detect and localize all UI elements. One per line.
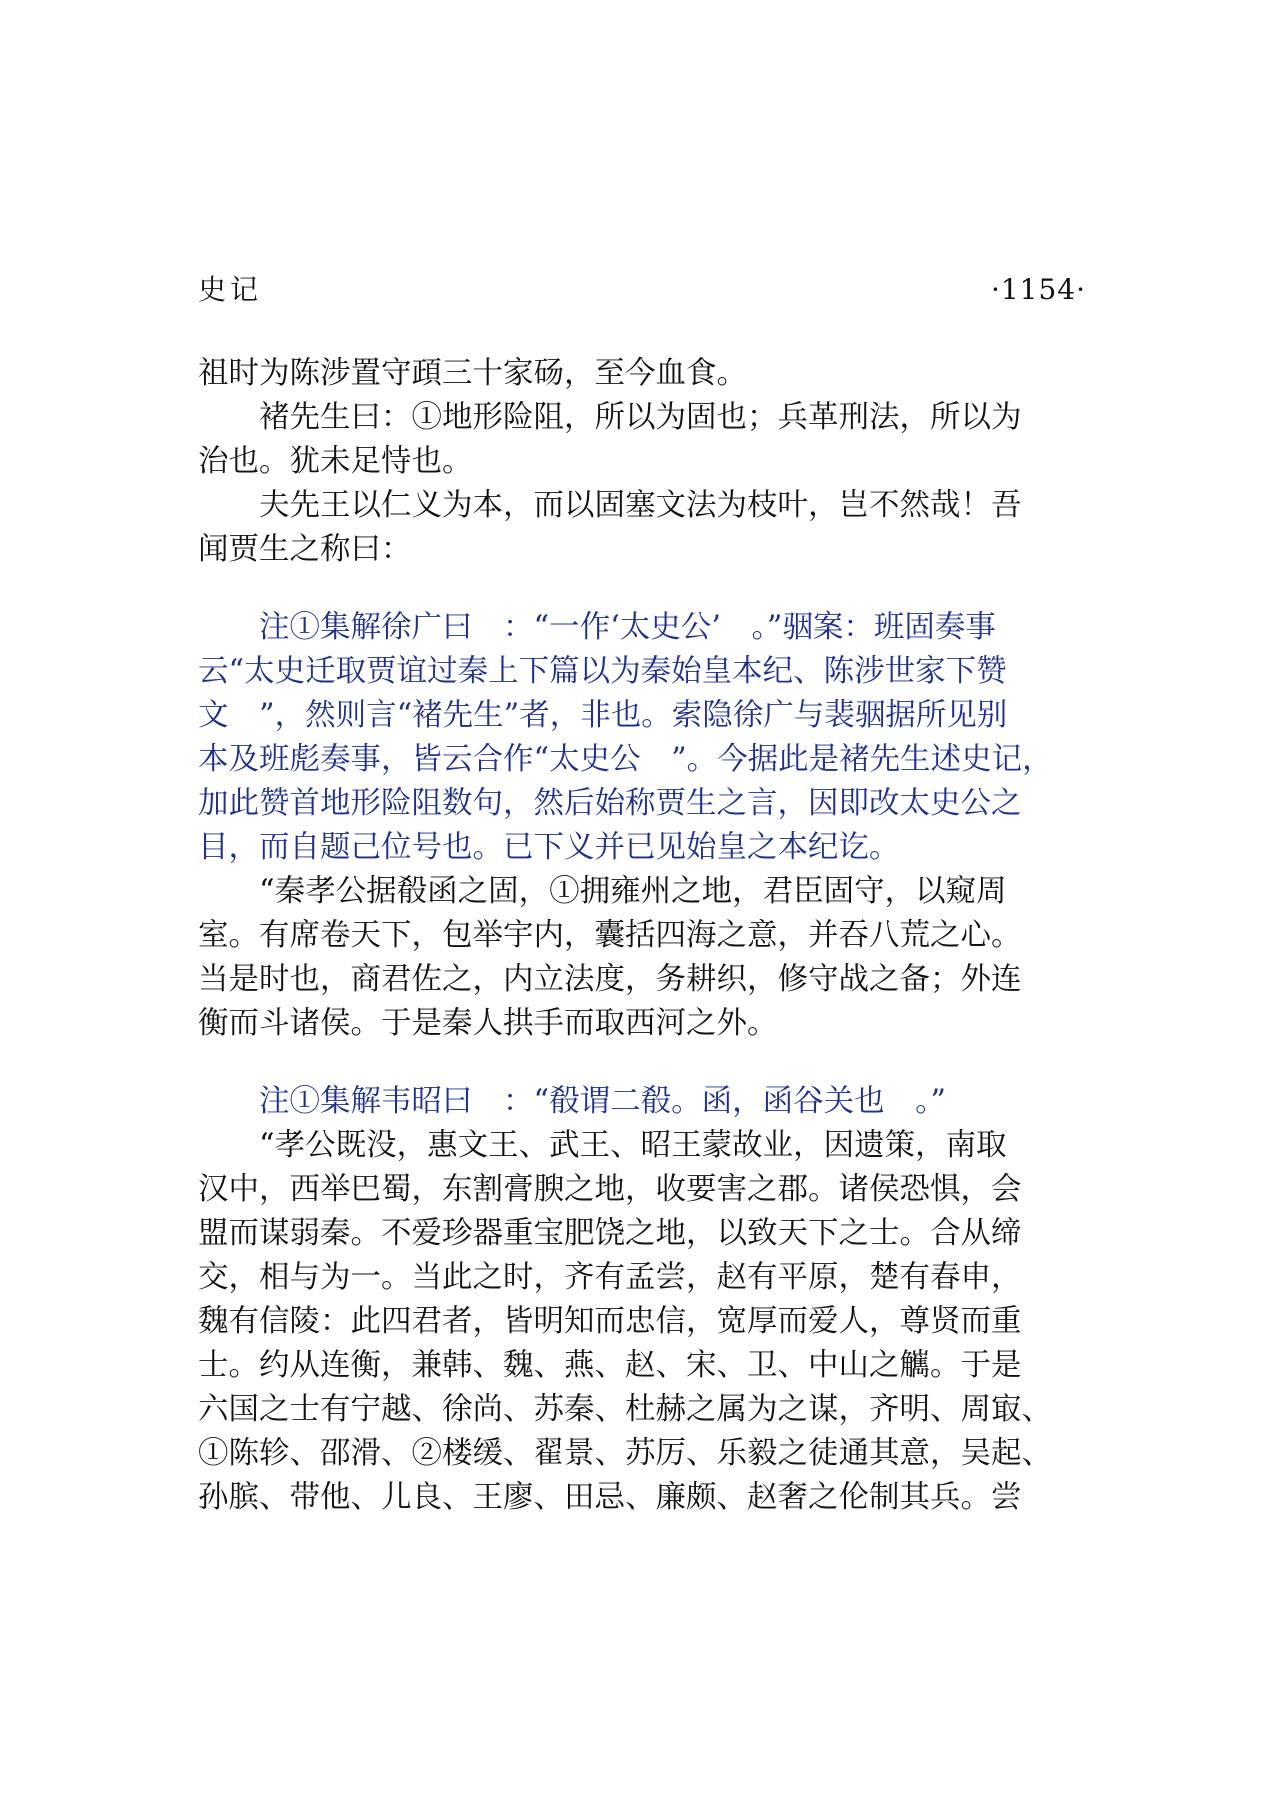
book-title: 史记 bbox=[198, 273, 263, 306]
annotation-block bbox=[198, 606, 1098, 1046]
text-line: 闻贾生之称曰： bbox=[198, 532, 412, 567]
text-line: 孙膑、带他、儿良、王廖、田忌、廉颇、赵奢之伦制其兵。尝 bbox=[198, 1480, 1022, 1515]
text-line: 衡而斗诸侯。于是秦人拱手而取西河之外。 bbox=[198, 1006, 778, 1041]
text-line: 汉中，西举巴蜀，东割膏腴之地，收要害之郡。诸侯恐惧，会 bbox=[198, 1172, 1022, 1207]
main-text-opening bbox=[198, 352, 1098, 572]
text-line: “秦孝公据殽函之固，①拥雍州之地，君臣固守，以窥周 bbox=[198, 874, 1007, 909]
text-line: 当是时也，商君佐之，内立法度，务耕织，修守战之备；外连 bbox=[198, 962, 1022, 997]
annotation-line: 注①集解韦昭曰 ：“殽谓二殽。函，函谷关也 。” bbox=[198, 1084, 946, 1119]
text-line: ①陈轸、邵滑、②楼缓、翟景、苏厉、乐毅之徒通其意，吴起、 bbox=[198, 1436, 1052, 1471]
page-number: ·1154· bbox=[990, 273, 1086, 306]
text-line: 治也。犹未足恃也。 bbox=[198, 444, 473, 479]
text-line: 六国之士有宁越、徐尚、苏秦、杜赫之属为之谋，齐明、周㝡、 bbox=[198, 1392, 1052, 1427]
annotation-line: 云“太史迁取贾谊过秦上下篇以为秦始皇本纪、陈涉世家下赞 bbox=[198, 654, 1007, 689]
text-line: 魏有信陵：此四君者，皆明知而忠信，宽厚而爱人，尊贤而重 bbox=[198, 1304, 1022, 1339]
text-line: 祖时为陈涉置守頙三十家砀，至今血食。 bbox=[198, 356, 747, 391]
annotation-line: 本及班彪奏事，皆云合作“太史公 ”。今据此是褚先生述史记， bbox=[198, 742, 1053, 777]
text-line: 盟而谋弱秦。不爱珍器重宝肥饶之地，以致天下之士。合从缔 bbox=[198, 1216, 1022, 1251]
text-line: 夫先王以仁义为本，而以固塞文法为枝叶，岂不然哉！吾 bbox=[198, 488, 1022, 523]
text-line: 士。约从连衡，兼韩、魏、燕、赵、宋、卫、中山之觽。于是 bbox=[198, 1348, 1022, 1383]
text-line: 室。有席卷天下，包举宇内，囊括四海之意，并吞八荒之心。 bbox=[198, 918, 1022, 953]
annotation-line: 文 ”，然则言“褚先生”者，非也。索隐徐广与裴骃据所见别 bbox=[198, 698, 1008, 733]
text-line: 褚先生曰：①地形险阻，所以为固也；兵革刑法，所以为 bbox=[198, 400, 1022, 435]
annotation-and-text-block bbox=[198, 1080, 1098, 1520]
text-line: 交，相与为一。当此之时，齐有孟尝，赵有平原，楚有春申， bbox=[198, 1260, 1022, 1295]
annotation-line: 加此赞首地形险阻数句，然后始称贾生之言，因即改太史公之 bbox=[198, 786, 1022, 821]
annotation-line: 注①集解徐广曰 ：“一作‘太史公’ 。”骃案：班固奏事 bbox=[198, 610, 996, 645]
annotation-line: 目，而自题己位号也。已下义并已见始皇之本纪讫。 bbox=[198, 830, 900, 865]
running-header bbox=[198, 268, 1086, 312]
text-line: “孝公既没，惠文王、武王、昭王蒙故业，因遗策，南取 bbox=[198, 1128, 1007, 1163]
